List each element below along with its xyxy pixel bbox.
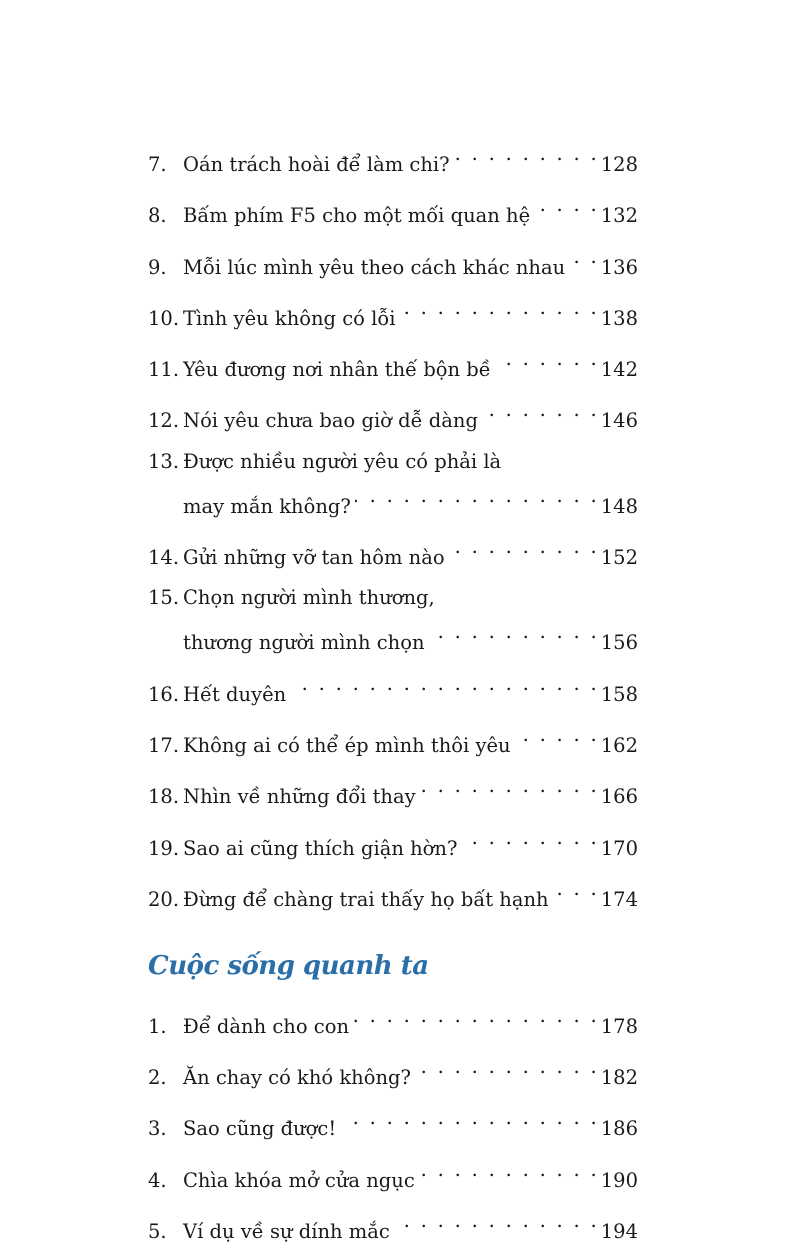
entry-number: 5.: [148, 1220, 167, 1244]
entry-title: Để dành cho con: [183, 1014, 349, 1038]
entry-page-number: 158: [600, 682, 638, 706]
toc-list-section-one: [148, 137, 638, 917]
toc-entry[interactable]: [148, 1153, 638, 1198]
entry-page-number: 162: [600, 733, 638, 757]
entry-page-number: 174: [600, 887, 638, 911]
entry-title: Oán trách hoài để làm chi?: [183, 153, 450, 176]
entry-number: 14.: [148, 546, 180, 570]
dot-leader: [553, 872, 597, 906]
entry-number: 7.: [148, 153, 167, 176]
entry-page-number: 156: [600, 631, 638, 655]
table-of-contents: [148, 137, 638, 1255]
dot-leader: [420, 769, 597, 803]
toc-entry[interactable]: [148, 530, 638, 575]
toc-entry[interactable]: [148, 1101, 638, 1146]
entry-title: Ví dụ về sự dính mắc: [183, 1220, 390, 1244]
toc-entry[interactable]: [148, 581, 638, 660]
entry-number: 12.: [148, 409, 180, 433]
dot-leader: [569, 240, 597, 274]
entry-title: Không ai có thể ép mình thôi yêu: [183, 733, 511, 757]
toc-list-section-two: [148, 999, 638, 1249]
entry-title: Sao ai cũng thích giận hờn?: [183, 836, 458, 860]
dot-leader: [290, 667, 597, 701]
dot-leader: [534, 188, 597, 222]
entry-title: Tình yêu không có lỗi: [183, 306, 396, 330]
toc-entry[interactable]: [148, 342, 638, 387]
entry-page-number: 152: [600, 546, 638, 570]
dot-leader: [495, 342, 597, 376]
entry-page-number: 170: [600, 836, 638, 860]
entry-page-number: 190: [600, 1168, 638, 1192]
dot-leader: [415, 1050, 597, 1084]
entry-number: 3.: [148, 1117, 167, 1141]
entry-title-line-1: Chọn người mình thương,: [183, 586, 435, 610]
dot-leader: [449, 530, 597, 564]
entry-title: Bấm phím F5 cho một mối quan hệ: [183, 204, 531, 228]
entry-title: Nói yêu chưa bao giờ dễ dàng: [183, 409, 478, 433]
entry-page-number: 178: [600, 1014, 638, 1038]
dot-leader: [454, 137, 597, 171]
entry-number: 11.: [148, 358, 180, 382]
toc-entry[interactable]: [148, 821, 638, 866]
toc-entry[interactable]: [148, 667, 638, 712]
dot-leader: [394, 1204, 597, 1238]
entry-page-number: 142: [600, 358, 638, 382]
toc-entry[interactable]: [148, 769, 638, 814]
toc-entry[interactable]: [148, 445, 638, 524]
entry-page-number: 148: [600, 494, 638, 518]
toc-entry[interactable]: [148, 718, 638, 763]
entry-number: 13.: [148, 449, 180, 473]
toc-entry[interactable]: [148, 188, 638, 233]
dot-leader: [353, 999, 597, 1033]
entry-page-number: 182: [600, 1066, 638, 1090]
entry-title: Yêu đương nơi nhân thế bộn bề: [183, 358, 491, 382]
entry-title: Nhìn về những đổi thay: [183, 785, 416, 809]
section-heading: Cuộc sống quanh ta: [148, 950, 429, 981]
toc-entry[interactable]: [148, 393, 638, 438]
entry-number: 20.: [148, 887, 180, 911]
entry-page-number: 132: [600, 204, 638, 228]
entry-page-number: 146: [600, 409, 638, 433]
entry-page-number: 166: [600, 785, 638, 809]
entry-number: 1.: [148, 1014, 167, 1038]
dot-leader: [355, 479, 597, 513]
entry-page-number: 186: [600, 1117, 638, 1141]
toc-entry[interactable]: [148, 1204, 638, 1249]
toc-entry[interactable]: [148, 291, 638, 336]
entry-number: 19.: [148, 836, 180, 860]
entry-title: Chìa khóa mở cửa ngục: [183, 1168, 415, 1192]
entry-page-number: 136: [600, 255, 638, 279]
entry-number: 16.: [148, 682, 180, 706]
entry-number: 8.: [148, 204, 167, 228]
entry-title: Mỗi lúc mình yêu theo cách khác nhau: [183, 255, 566, 279]
entry-title: thương người mình chọn: [183, 631, 425, 655]
entry-number: 17.: [148, 733, 180, 757]
toc-entry[interactable]: [148, 999, 638, 1044]
entry-title: Hết duyên: [183, 682, 287, 706]
dot-leader: [429, 615, 597, 649]
entry-number: 18.: [148, 785, 180, 809]
entry-page-number: 138: [600, 306, 638, 330]
entry-title: may mắn không?: [183, 494, 351, 518]
toc-entry[interactable]: [148, 1050, 638, 1095]
entry-page-number: 194: [600, 1220, 638, 1244]
entry-number: 10.: [148, 306, 180, 330]
entry-number: 2.: [148, 1066, 167, 1090]
dot-leader: [400, 291, 597, 325]
entry-title: Đừng để chàng trai thấy họ bất hạnh: [183, 887, 549, 911]
entry-title: Sao cũng được!: [183, 1117, 337, 1141]
toc-entry[interactable]: [148, 872, 638, 917]
dot-leader: [461, 821, 596, 855]
entry-number: 9.: [148, 255, 167, 279]
dot-leader: [515, 718, 597, 752]
dot-leader: [340, 1101, 597, 1135]
entry-number: 15.: [148, 586, 180, 610]
entry-title: Gửi những vỡ tan hôm nào: [183, 546, 445, 570]
dot-leader: [482, 393, 597, 427]
toc-entry[interactable]: [148, 137, 638, 182]
entry-number: 4.: [148, 1168, 167, 1192]
toc-entry[interactable]: [148, 240, 638, 285]
entry-page-number: 128: [600, 153, 638, 176]
entry-title-line-1: Được nhiều người yêu có phải là: [183, 449, 502, 473]
dot-leader: [419, 1153, 597, 1187]
entry-title: Ăn chay có khó không?: [183, 1066, 411, 1090]
